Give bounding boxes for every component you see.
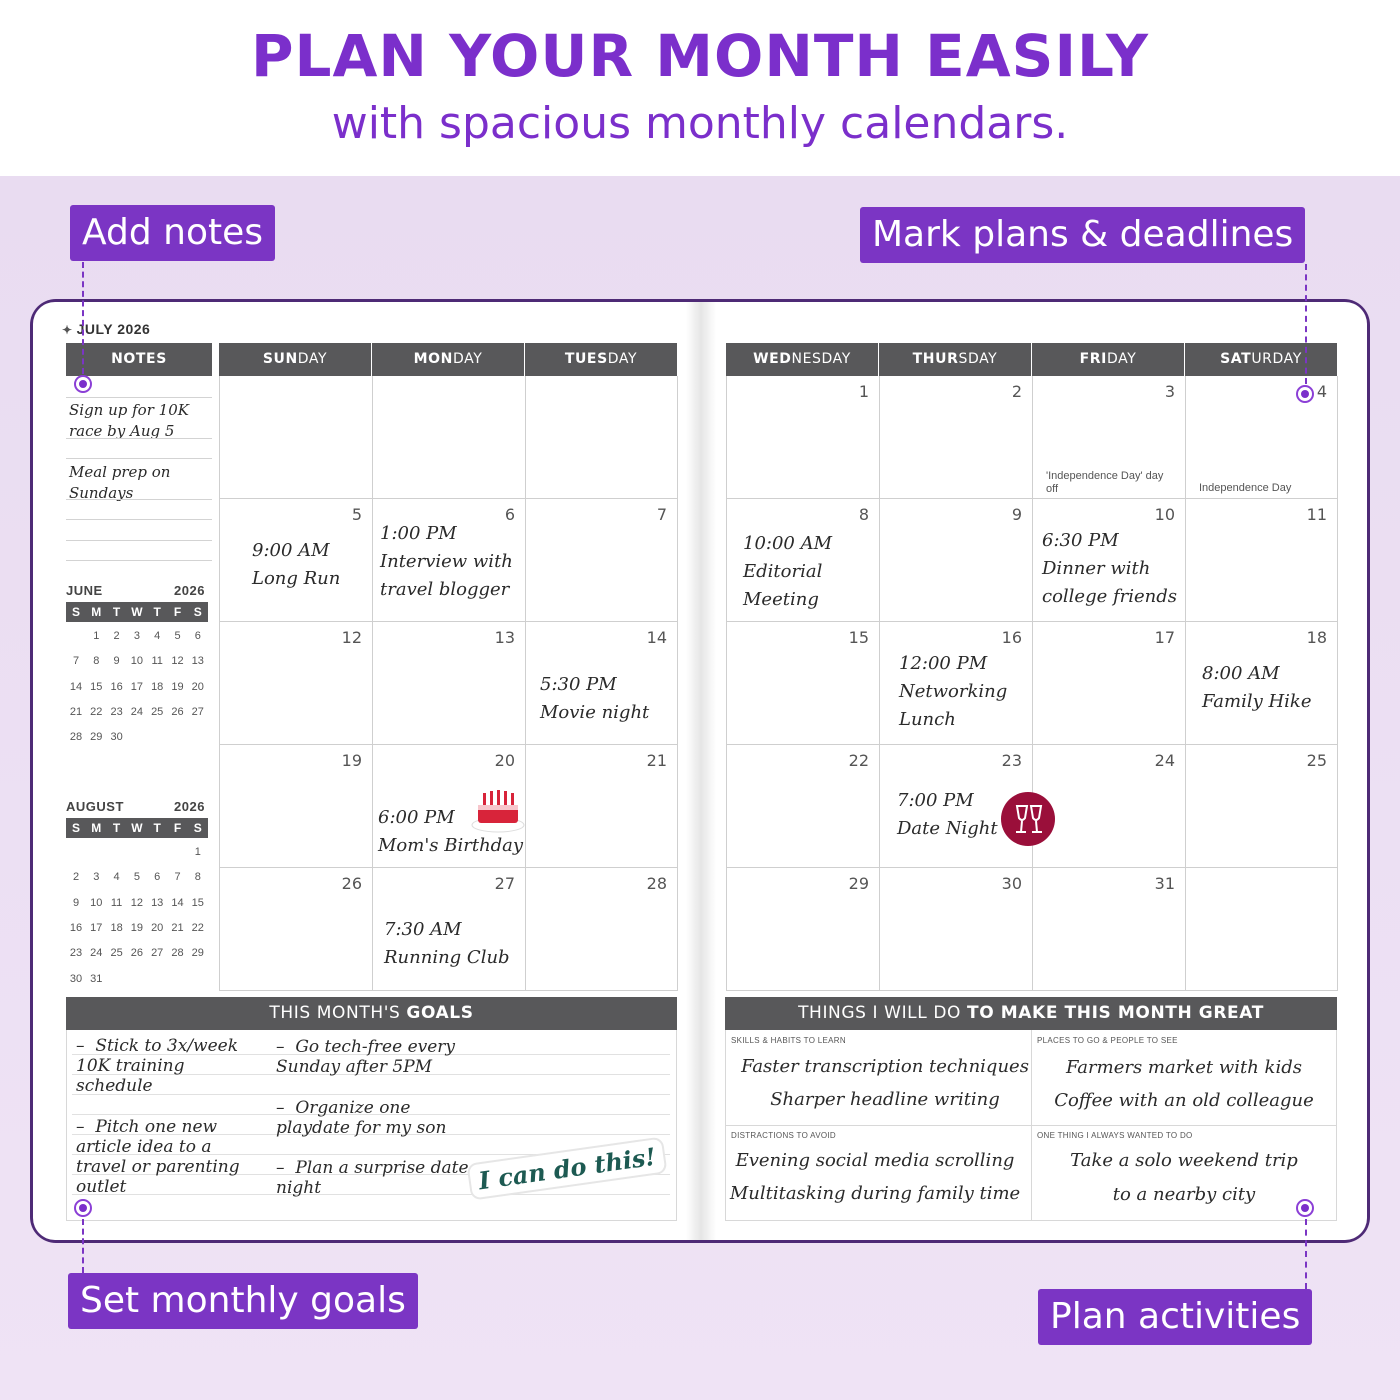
day-number: 10 (1154, 505, 1175, 524)
mini-day: 14 (171, 896, 184, 909)
goal-text: Plan a surprise date night (276, 1158, 469, 1198)
calendar-day-cell (1185, 376, 1338, 499)
one-thing-item: to a nearby city (1112, 1184, 1256, 1205)
mini-day: 19 (171, 680, 184, 693)
notes-line (66, 560, 212, 561)
goals-header-bold: GOALS (406, 1003, 474, 1023)
mini-day: 23 (110, 705, 123, 718)
note-item: Meal prep on Sundays (69, 463, 171, 502)
skill-item: Faster transcription techniques (741, 1056, 1029, 1077)
mini-weekday: S (71, 605, 80, 619)
day-header-rest: NESDAY (791, 351, 851, 367)
day-header-bold: TUES (564, 351, 608, 367)
calendar-day-cell (525, 745, 678, 868)
day-header-rest: DAY (452, 351, 483, 367)
mini-day: 16 (69, 921, 83, 934)
day-number: 14 (646, 628, 667, 647)
mini-day: 29 (90, 731, 103, 744)
day-header (525, 343, 677, 376)
mini-day: 9 (113, 655, 120, 668)
mini-day: 22 (90, 705, 103, 718)
day-header-rest: DAY (607, 351, 638, 367)
skills-label: SKILLS & HABITS TO LEARN (731, 1036, 846, 1045)
goal-item: – Stick to 3x/week 10K training schedule (76, 1036, 239, 1096)
mini-day: 5 (133, 871, 140, 884)
distraction-item: Evening social media scrolling (735, 1150, 1015, 1171)
event-tue-14: 5:30 PM Movie night (540, 674, 650, 723)
mini-day: 28 (171, 947, 184, 960)
day-header (726, 343, 878, 376)
note-item: Sign up for 10K race by Aug 5 (69, 401, 189, 440)
day-number: 9 (1011, 505, 1022, 524)
calendar-day-cell (219, 868, 372, 991)
mini-weekday: S (193, 605, 202, 619)
callout-line-goals (82, 1219, 84, 1273)
calendar-day-cell (726, 868, 879, 991)
calendar-day-cell (525, 868, 678, 991)
mini-day: 25 (151, 705, 164, 718)
day-header-bold: WED (753, 351, 792, 367)
distractions-label: DISTRACTIONS TO AVOID (731, 1131, 836, 1140)
goal-item: – Plan a surprise date night (276, 1158, 469, 1198)
mini-day: 16 (110, 680, 123, 693)
event-mon-27: 7:30 AM Running Club (384, 919, 510, 968)
mini-weekday: M (91, 605, 102, 619)
mini-day: 1 (194, 846, 201, 858)
mini-day: 11 (110, 896, 123, 909)
mini-day: 13 (191, 655, 204, 668)
callout-set-goals: Set monthly goals (68, 1273, 418, 1329)
mini-day: 17 (130, 680, 144, 693)
day-header-rest: DAY (297, 351, 328, 367)
goal-text: Pitch one new article idea to a travel or parenting outlet (76, 1117, 240, 1197)
mini-day: 20 (151, 921, 164, 934)
holiday-note: 'Independence Day' day off (1046, 470, 1164, 495)
day-number: 24 (1154, 751, 1175, 770)
callout-dot-activities (1296, 1199, 1314, 1217)
goal-text: Stick to 3x/week 10K training schedule (76, 1036, 239, 1096)
mini-day: 3 (93, 871, 100, 884)
mini-day: 6 (194, 630, 201, 642)
mini-weekday: S (71, 821, 80, 835)
one-thing-label: ONE THING I ALWAYS WANTED TO DO (1037, 1131, 1193, 1140)
day-header (219, 343, 371, 376)
holiday-note: Independence Day (1199, 482, 1292, 494)
month-title-text: JULY 2026 (76, 321, 151, 337)
calendar-day-cell (525, 376, 678, 499)
wine-glasses-icon (1001, 792, 1055, 846)
calendar-day-cell (726, 376, 879, 499)
event-mon-6: 1:00 PM Interview with travel blogger (380, 523, 513, 600)
mini-weekday: W (131, 605, 143, 619)
day-number: 28 (646, 874, 667, 893)
mini-weekday: F (173, 605, 182, 619)
mini-day: 10 (90, 896, 103, 909)
goal-text: Organize one playdate for my son (276, 1098, 447, 1138)
day-number: 15 (848, 628, 869, 647)
skill-item: Sharper headline writing (770, 1089, 1000, 1110)
callout-line-activities (1305, 1219, 1307, 1289)
day-number: 17 (1154, 628, 1175, 647)
place-item: Coffee with an old colleague (1054, 1090, 1314, 1111)
leaf-icon: ✦ (62, 323, 73, 337)
day-number: 3 (1164, 382, 1175, 401)
notes-line (66, 499, 212, 500)
day-header-bold: FRI (1079, 351, 1107, 367)
mini-day: 21 (171, 921, 184, 934)
day-header (372, 343, 524, 376)
mini-day: 13 (151, 896, 164, 909)
mini-day: 28 (69, 731, 83, 744)
calendar-day-cell (1185, 868, 1338, 991)
mini-day: 5 (174, 630, 181, 642)
notes-header: NOTES (66, 343, 212, 376)
callout-line-plans (1305, 264, 1307, 384)
mini-day: 19 (130, 921, 144, 934)
things-header-light: THINGS I WILL DO (798, 1003, 968, 1023)
calendar-day-cell (1032, 622, 1185, 745)
event-sun-5: 9:00 AM Long Run (252, 540, 341, 589)
mini-day: 24 (90, 947, 103, 960)
mini-day: 29 (191, 947, 204, 960)
things-divider-h (725, 1125, 1337, 1126)
day-header (879, 343, 1031, 376)
mini-day: 18 (110, 921, 123, 934)
day-number: 20 (494, 751, 515, 770)
mini-day: 27 (191, 705, 204, 718)
mini-day: 8 (194, 871, 201, 884)
things-header (725, 997, 1337, 1030)
callout-dot-goals (74, 1199, 92, 1217)
mini-day: 11 (151, 655, 163, 668)
mini-june-year: 2026 (174, 583, 205, 598)
mini-day: 17 (90, 921, 103, 934)
day-number: 21 (646, 751, 667, 770)
notes-line (66, 540, 212, 541)
mini-august-label: AUGUST (66, 799, 124, 814)
mini-day: 8 (93, 655, 100, 668)
one-thing-item: Take a solo weekend trip (1070, 1150, 1298, 1171)
day-number: 12 (341, 628, 362, 647)
day-header-bold: SUN (262, 351, 298, 367)
day-number: 8 (858, 505, 869, 524)
notes-line (66, 519, 212, 520)
mini-weekday: T (112, 821, 121, 835)
mini-weekday: S (193, 821, 202, 835)
callout-mark-plans: Mark plans & deadlines (860, 207, 1305, 263)
calendar-day-cell (372, 376, 525, 499)
headline-title: PLAN YOUR MONTH EASILY (251, 22, 1149, 90)
day-number: 16 (1001, 628, 1022, 647)
motivation-sticker: I can do this! (469, 1139, 666, 1199)
day-number: 22 (848, 751, 869, 770)
places-label: PLACES TO GO & PEOPLE TO SEE (1037, 1036, 1178, 1045)
mini-day: 30 (69, 972, 83, 985)
mini-day: 12 (171, 655, 184, 668)
mini-day: 10 (130, 655, 144, 668)
notes-line (66, 438, 212, 439)
mini-day: 24 (130, 705, 144, 718)
day-number: 27 (494, 874, 515, 893)
headline-subtitle: with spacious monthly calendars. (331, 98, 1069, 149)
calendar-day-cell (372, 622, 525, 745)
mini-day: 20 (191, 680, 204, 693)
mini-day: 2 (72, 871, 80, 884)
day-header-rest: SDAY (958, 351, 998, 367)
mini-day: 23 (69, 947, 83, 960)
day-number: 26 (341, 874, 362, 893)
mini-weekday: T (153, 605, 161, 619)
place-item: Farmers market with kids (1066, 1057, 1302, 1078)
mini-weekday: F (173, 821, 182, 835)
day-header-bold: THUR (912, 351, 959, 367)
page-gutter (686, 302, 716, 1240)
mini-day: 21 (69, 705, 83, 718)
things-header-bold: TO MAKE THIS MONTH GREAT (967, 1003, 1264, 1023)
day-header-rest: URDAY (1251, 351, 1302, 367)
mini-day: 26 (130, 947, 144, 960)
mini-day: 4 (154, 630, 161, 642)
callout-line-notes (82, 262, 84, 374)
event-wed-8: 10:00 AM Editorial Meeting (743, 533, 833, 610)
day-number: 11 (1306, 505, 1327, 524)
mini-day: 2 (113, 630, 120, 642)
calendar-day-cell (879, 499, 1032, 622)
day-header (1032, 343, 1184, 376)
notes-line (66, 458, 212, 459)
day-header-bold: SAT (1220, 351, 1252, 367)
birthday-cake-icon (470, 785, 526, 833)
mini-day: 30 (110, 731, 123, 744)
calendar-day-cell (879, 376, 1032, 499)
day-number: 13 (494, 628, 515, 647)
mini-day: 15 (90, 680, 103, 693)
mini-day: 22 (191, 921, 204, 934)
mini-weekday: M (91, 821, 102, 835)
mini-day: 3 (133, 630, 140, 642)
mini-june-label: JUNE (66, 583, 103, 598)
day-number: 25 (1306, 751, 1327, 770)
goals-header (66, 997, 677, 1030)
day-number: 4 (1316, 382, 1327, 401)
day-header-rest: DAY (1106, 351, 1137, 367)
goal-item: – Go tech-free every Sunday after 5PM (276, 1037, 456, 1077)
callout-dot-notes (74, 375, 92, 393)
mini-august-year: 2026 (174, 799, 205, 814)
calendar-day-cell (219, 622, 372, 745)
day-number: 18 (1306, 628, 1327, 647)
month-title (62, 321, 150, 337)
mini-weekday: T (153, 821, 161, 835)
mini-day: 15 (191, 896, 204, 909)
mini-day: 26 (171, 705, 184, 718)
goal-item: – Organize one playdate for my son (276, 1098, 447, 1138)
calendar-day-cell (219, 745, 372, 868)
mini-day: 31 (90, 972, 103, 985)
day-number: 6 (504, 505, 515, 524)
calendar-day-cell (219, 376, 372, 499)
callout-dot-plans (1296, 385, 1314, 403)
mini-august-weekdays (66, 818, 208, 838)
distraction-item: Multitasking during family time (729, 1183, 1021, 1204)
mini-june-weekdays (66, 602, 208, 622)
day-number: 19 (341, 751, 362, 770)
day-number: 23 (1001, 751, 1022, 770)
mini-day: 7 (72, 655, 80, 668)
mini-day: 18 (151, 680, 164, 693)
mini-day: 27 (151, 947, 164, 960)
callout-add-notes: Add notes (70, 205, 275, 261)
calendar-day-cell (525, 499, 678, 622)
day-number: 7 (656, 505, 667, 524)
notes-line (66, 397, 212, 398)
mini-day: 25 (110, 947, 123, 960)
mini-weekday: W (131, 821, 143, 835)
event-fri-10: 6:30 PM Dinner with college friends (1042, 530, 1178, 607)
calendar-day-cell (879, 868, 1032, 991)
mini-day: 12 (130, 896, 144, 909)
day-number: 30 (1001, 874, 1022, 893)
event-mon-20: 6:00 PM Mom's Birthday (378, 807, 524, 856)
goals-header-light: THIS MONTH'S (269, 1003, 407, 1023)
calendar-day-cell (1185, 745, 1338, 868)
mini-day: 14 (69, 680, 83, 693)
callout-plan-activities: Plan activities (1038, 1289, 1312, 1345)
mini-day: 6 (154, 871, 161, 884)
mini-day: 7 (174, 871, 181, 884)
day-number: 31 (1154, 874, 1175, 893)
day-number: 1 (858, 382, 869, 401)
day-header (1185, 343, 1337, 376)
mini-weekday: T (112, 605, 121, 619)
day-header-bold: MON (413, 351, 453, 367)
goal-text: Go tech-free every Sunday after 5PM (276, 1037, 456, 1077)
day-number: 29 (848, 874, 869, 893)
event-thu-23: 7:00 PM Date Night (897, 790, 998, 839)
mini-day: 4 (113, 871, 120, 884)
mini-day: 1 (93, 630, 100, 642)
mini-day: 9 (72, 896, 80, 909)
day-number: 2 (1011, 382, 1022, 401)
calendar-day-cell (1185, 499, 1338, 622)
event-thu-16: 12:00 PM Networking Lunch (899, 653, 1008, 730)
day-number: 5 (351, 505, 362, 524)
calendar-day-cell (726, 622, 879, 745)
calendar-day-cell (1032, 868, 1185, 991)
calendar-day-cell (726, 745, 879, 868)
goal-item: – Pitch one new article idea to a travel or parenting outlet (76, 1117, 240, 1197)
event-sat-18: 8:00 AM Family Hike (1202, 663, 1312, 712)
headline (0, 0, 1400, 176)
